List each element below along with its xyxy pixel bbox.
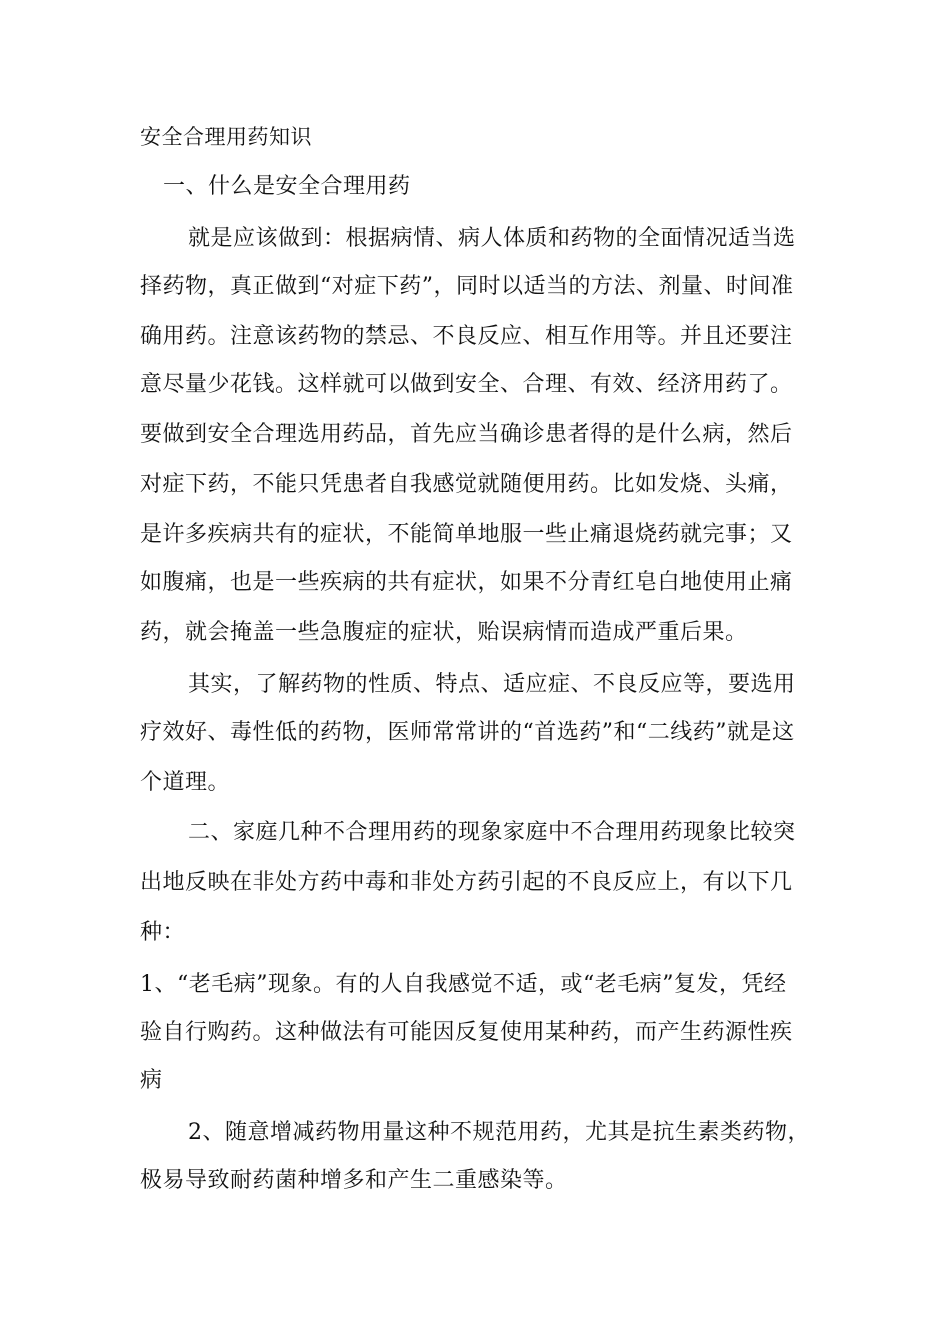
- paragraph-line: 就是应该做到：根据病情、病人体质和药物的全面情况适当选: [188, 226, 796, 251]
- paragraph-line: 药，就会掩盖一些急腹症的症状，贻误病情而造成严重后果。: [140, 620, 748, 645]
- paragraph-line: 对症下药，不能只凭患者自我感觉就随便用药。比如发烧、头痛，: [140, 472, 793, 497]
- paragraph-line: 是许多疾病共有的症状，不能简单地服一些止痛退烧药就完事；又: [140, 522, 793, 547]
- list-item-line: 极易导致耐药菌种增多和产生二重感染等。: [140, 1168, 568, 1193]
- section2-intro-line: 出地反映在非处方药中毒和非处方药引起的不良反应上，有以下几: [140, 870, 793, 895]
- list-item-line: 验自行购药。这种做法有可能因反复使用某种药，而产生药源性疾: [140, 1020, 793, 1045]
- paragraph-line: 其实，了解药物的性质、特点、适应症、不良反应等，要选用: [188, 672, 796, 697]
- section2-intro-line: 二、家庭几种不合理用药的现象家庭中不合理用药现象比较突: [188, 820, 796, 845]
- paragraph-line: 意尽量少花钱。这样就可以做到安全、合理、有效、经济用药了。: [140, 372, 793, 397]
- section2-intro-line: 种：: [140, 920, 186, 945]
- paragraph-line: 要做到安全合理选用药品，首先应当确诊患者得的是什么病，然后: [140, 422, 793, 447]
- list-item-line: 1、“老毛病”现象。有的人自我感觉不适，或“老毛病”复发，凭经: [140, 972, 787, 997]
- paragraph-line: 确用药。注意该药物的禁忌、不良反应、相互作用等。并且还要注: [140, 324, 793, 349]
- document-title: 安全合理用药知识: [140, 125, 312, 149]
- list-item-line: 2、随意增减药物用量这种不规范用药，尤其是抗生素类药物，: [188, 1120, 810, 1145]
- paragraph-line: 如腹痛，也是一些疾病的共有症状，如果不分青红皂白地使用止痛: [140, 570, 793, 595]
- paragraph-line: 疗效好、毒性低的药物，医师常常讲的“首选药”和“二线药”就是这: [140, 720, 795, 745]
- list-item-line: 病: [140, 1068, 163, 1093]
- paragraph-line: 个道理。: [140, 770, 231, 795]
- paragraph-line: 择药物，真正做到“对症下药”，同时以适当的方法、剂量、时间准: [140, 274, 794, 299]
- section1-heading: 一、什么是安全合理用药: [163, 174, 411, 199]
